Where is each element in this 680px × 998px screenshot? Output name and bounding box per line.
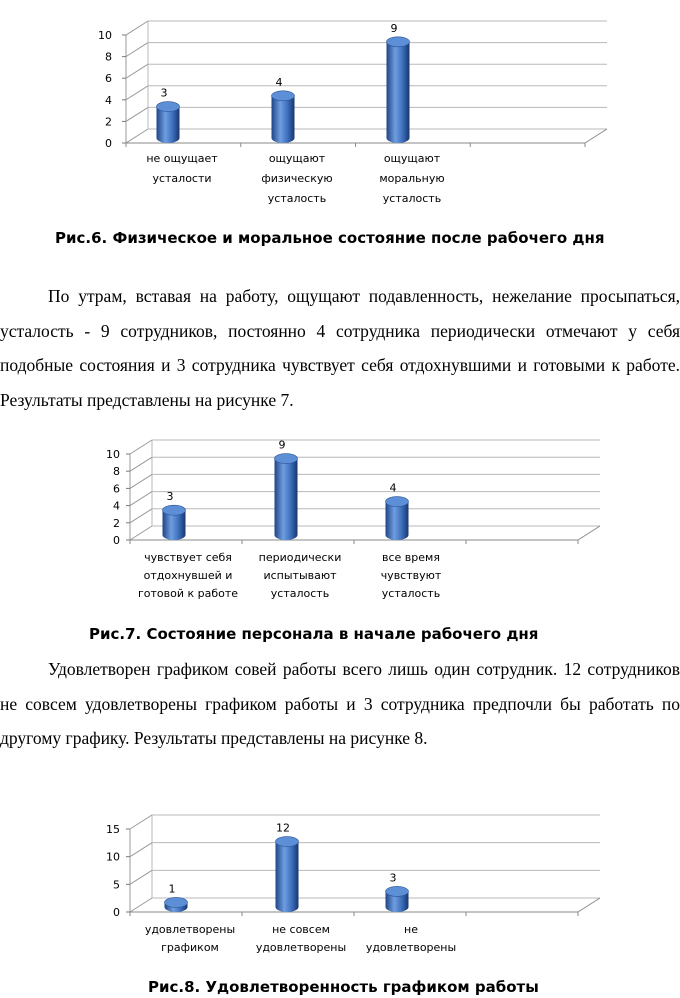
bar [387, 37, 410, 143]
gridline-side [130, 870, 152, 884]
caption-fig6: Рис.6. Физическое и моральное состояние после рабочего дня [55, 229, 605, 247]
paragraph-1: По утрам, вставая на работу, ощущают подавленность, нежелание просыпаться, усталость - 9 сотрудников, постоянно 4 сотрудника периодически отмечают у себя подобные состояния и 3 сотрудника чувствует себя отдохнувшими и готовыми к работе. Результаты представлены на рисунке 7. [0, 286, 680, 410]
y-tick-label: 8 [113, 465, 120, 479]
y-tick-label: 0 [113, 534, 120, 547]
category-label: ощущают моральную усталость [379, 152, 445, 205]
bar-body [387, 42, 410, 143]
bar [275, 454, 298, 540]
paragraph-2: Удовлетворен графиком совей работы всего лишь один сотрудник. 12 сотрудников не совсем удовлетворены графиком работы и 3 сотрудника предпочли бы работать по другому графику. Результаты представлены на рисунке 8. [0, 659, 680, 748]
y-tick-label: 2 [113, 516, 120, 530]
gridlines [126, 440, 600, 544]
category-label: периодически испытывают усталость [258, 551, 342, 600]
chart-fig8 [0, 810, 680, 970]
data-label: 4 [389, 481, 397, 495]
y-tick-label: 10 [106, 850, 120, 864]
bar-body [275, 459, 298, 540]
y-tick-label: 10 [106, 448, 120, 461]
data-label: 3 [389, 871, 397, 885]
floor-right [578, 526, 600, 540]
category-label: удовлетворены графиком [144, 923, 236, 954]
floor-right [578, 898, 600, 912]
bar-top [157, 102, 180, 112]
y-tick-label: 8 [105, 50, 112, 64]
y-tick-label: 4 [105, 93, 112, 107]
gridline-side [126, 129, 148, 143]
data-label: 1 [168, 882, 176, 896]
bar-body [276, 842, 299, 912]
y-tick-label: 0 [113, 906, 120, 919]
bar [276, 837, 299, 912]
bar-body [386, 502, 409, 540]
gridline-side [126, 107, 148, 121]
y-tick-label: 0 [105, 137, 112, 150]
y-tick-label: 10 [98, 29, 112, 42]
floor-right [585, 129, 607, 143]
bar-top [387, 37, 410, 47]
data-label: 3 [160, 86, 168, 100]
chart-fig6 [0, 0, 680, 212]
gridline-side [130, 457, 152, 471]
gridline-side [130, 509, 152, 523]
y-tick-label: 4 [113, 499, 120, 513]
data-label: 9 [390, 21, 398, 35]
gridlines [122, 21, 607, 147]
bar-top [386, 886, 409, 896]
y-tick-label: 6 [113, 482, 120, 496]
category-label: не совсем удовлетворены [255, 923, 347, 954]
gridline-side [126, 21, 148, 35]
bar [163, 505, 186, 540]
bar [386, 497, 409, 540]
gridline-side [126, 64, 148, 78]
y-tick-label: 5 [113, 878, 120, 892]
category-label: не ощущает усталости [146, 152, 218, 185]
data-label: 4 [275, 75, 283, 89]
caption-fig8: Рис.8. Удовлетворенность графиком работы [148, 978, 539, 996]
category-label: ощущают физическую усталость [261, 152, 333, 205]
gridline-side [130, 843, 152, 857]
bar-top [275, 454, 298, 464]
gridline-side [130, 492, 152, 506]
bar-body [272, 96, 295, 143]
y-tick-label: 15 [106, 823, 120, 836]
gridline-side [130, 898, 152, 912]
bar-body [157, 107, 180, 143]
gridlines [126, 815, 600, 916]
category-label: все время чувствуют усталость [380, 551, 442, 600]
gridline-side [130, 526, 152, 540]
gridline-side [130, 440, 152, 454]
bar [272, 91, 295, 143]
bar [165, 897, 188, 912]
data-label: 3 [166, 490, 174, 504]
gridline-side [130, 474, 152, 488]
bar-top [165, 897, 188, 907]
bar-top [276, 837, 299, 847]
data-label: 12 [276, 821, 290, 835]
bar-top [386, 497, 409, 507]
bar-top [163, 505, 186, 515]
data-label: 9 [278, 438, 286, 452]
gridline-side [126, 86, 148, 100]
gridline-side [130, 815, 152, 829]
bar [157, 102, 180, 143]
category-label: не удовлетворены [365, 923, 457, 954]
y-tick-label: 6 [105, 72, 112, 86]
bar [386, 886, 409, 912]
caption-fig7: Рис.7. Состояние персонала в начале рабочего дня [89, 625, 539, 643]
bar-top [272, 91, 295, 101]
chart-fig7 [0, 430, 680, 610]
gridline-side [126, 43, 148, 57]
y-tick-label: 2 [105, 115, 112, 129]
category-label: чувствует себя отдохнувшей и готовой к работе [137, 551, 239, 600]
